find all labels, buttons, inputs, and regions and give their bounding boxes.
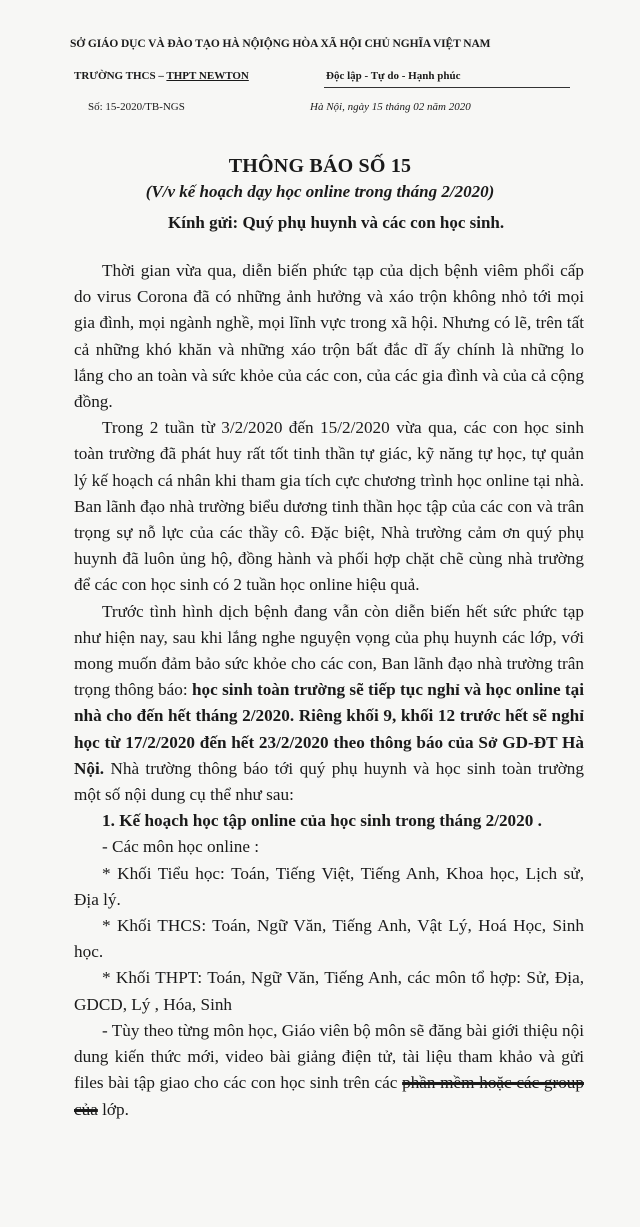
primary-subjects: * Khối Tiểu học: Toán, Tiếng Việt, Tiếng Anh, Khoa học, Lịch sử, Địa lý. [74,863,584,909]
teacher-note-start: - Tùy theo từng môn học, Giáo viên bộ môn sẽ đăng bài giới thiệu nội dung kiến thức mới, video bài giảng điện tử, tài liệu tham khảo và gửi files bài tập giao cho các con học sinh trên các [74,1020,584,1093]
header-authority-line: SỞ GIÁO DỤC VÀ ĐÀO TẠO HÀ NỘIỘNG HÒA XÃ HỘI CHỦ NGHĨA VIỆT NAM [70,38,491,50]
paragraph-1: Thời gian vừa qua, diễn biến phức tạp của dịch bệnh viêm phổi cấp do virus Corona đã có những ảnh hưởng và xáo trộn không nhỏ tới mọi gia đình, mọi ngành nghề, mọi lĩnh vực trong xã hội. Nhưng có lẽ, trên tất cả những khó khăn và những xáo trộn bất đắc dĩ ấy chính là những lo lắng cho an toàn và sức khỏe của các con, của các gia đình và của cả cộng đồng. [74,261,584,412]
highschool-subjects: * Khối THPT: Toán, Ngữ Văn, Tiếng Anh, các môn tổ hợp: Sử, Địa, GDCD, Lý , Hóa, Sinh [74,968,584,1014]
paragraph-2: Trong 2 tuần từ 3/2/2020 đến 15/2/2020 vừa qua, các con học sinh toàn trường đã phát huy rất tốt tinh thần tự giác, kỹ năng tự học, tự quản lý kế hoạch cá nhân khi tham gia tích cực chương trình học online tại nhà. Ban lãnh đạo nhà trường biểu dương tinh thần học tập của các con và trân trọng sự nỗ lực của các thầy cô. Đặc biệt, Nhà trường cảm ơn quý phụ huynh đã luôn ủng hộ, đồng hành và phối hợp chặt chẽ cùng nhà trường để các con học sinh có 2 tuần học online hiệu quả. [74,418,584,595]
document-subtitle: (V/v kế hoạch dạy học online trong tháng 2/2020) [145,182,495,201]
section-1-heading: 1. Kế hoạch học tập online của học sinh trong tháng 2/2020 . [102,811,542,831]
teacher-note-struck: phần mềm hoặc các group của [74,1073,584,1119]
paragraph-3 [74,599,584,809]
subjects-intro: - Các môn học online : [102,837,260,857]
paragraph-3-end: Nhà trường thông báo tới quý phụ huynh và học sinh toàn trường một số nội dung cụ thể như sau: [74,758,584,805]
paragraph-3-intro: Trước tình hình dịch bệnh đang vẫn còn diễn biến hết sức phức tạp như hiện nay, sau khi lắng nghe nguyện vọng của phụ huynh các lớp, với mong muốn đảm bảo sức khỏe cho các con, Ban lãnh đạo nhà trường trân trọng thông báo: [74,601,584,700]
school-name [74,70,249,82]
place-date: Hà Nội, ngày 15 tháng 02 năm 2020 [310,101,471,113]
motto-underline [324,87,570,88]
school-prefix: TRƯỜNG THCS – [74,70,167,82]
greeting: Kính gửi: Quý phụ huynh và các con học sinh. [168,213,505,232]
document-body [74,258,584,1123]
teacher-posting-note [74,1018,584,1123]
secondary-subjects: * Khối THCS: Toán, Ngữ Văn, Tiếng Anh, Vật Lý, Hoá Học, Sinh học. [74,916,584,962]
header-row-school [74,70,600,88]
document-number: Số: 15-2020/TB-NGS [88,101,185,113]
national-motto: Độc lập - Tự do - Hạnh phúc [326,70,461,82]
paragraph-3-bold: học sinh toàn trường sẽ tiếp tục nghỉ và học online tại nhà cho đến hết tháng 2/2020. Riêng khối 9, khối 12 trước hết sẽ nghỉ học từ 17/2/2020 đến hết 23/2/2020 theo thông báo của Sở GD-ĐT Hà Nội. [74,680,584,778]
document-title: THÔNG BÁO SỐ 15 [228,155,412,177]
teacher-note-end: lớp. [97,1099,129,1119]
school-name-text: THPT NEWTON [166,70,249,82]
